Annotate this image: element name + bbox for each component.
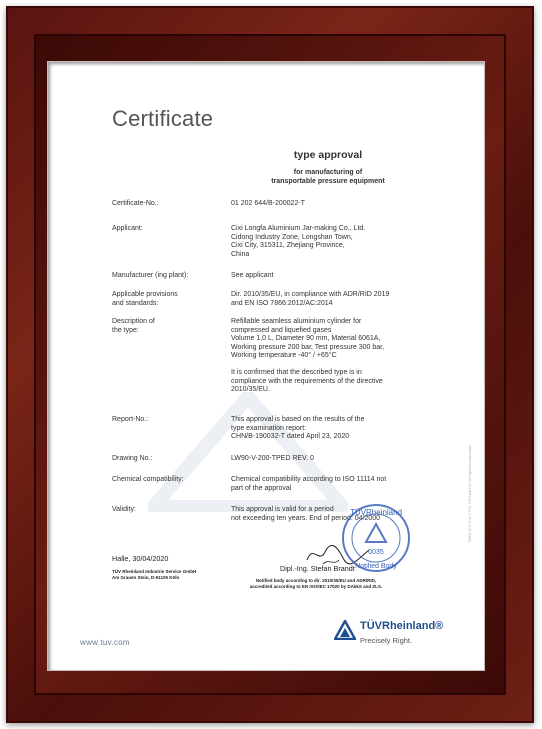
value-certificate-no: 01 202 644/B-200022-T (231, 200, 305, 207)
subheading-line: for manufacturing of (293, 169, 363, 176)
confirm-line: compliance with the requirements of the directive (231, 377, 383, 385)
certificate-title: Certificate (112, 106, 214, 131)
company-address: Am Grauen Stein, D-51105 Köln (112, 575, 180, 580)
label-drawing-no: Drawing No.: (112, 455, 153, 462)
description-line: Working pressure 200 bar, Test pressure 300 bar, (231, 343, 385, 351)
provisions-line: and EN ISO 7866:2012/AC:2014 (231, 299, 333, 307)
label-provisions (112, 291, 222, 308)
description-line: Working temperature -40° / +65°C (231, 352, 337, 360)
description-line: compressed and liquefied gases (231, 326, 332, 334)
report-line: type examination report: (231, 424, 307, 432)
label-validity: Validity: (112, 506, 136, 513)
value-drawing-no: LW90-V-200-TPED REV. 0 (231, 455, 314, 462)
description-line: Volume 1,0 L, Diameter 90 mm, Material 6061A, (231, 335, 381, 343)
certificate-subheading (228, 169, 428, 186)
report-line: This approval is based on the results of the (231, 416, 365, 423)
label-description (112, 318, 222, 335)
website-link: www.tuv.com (80, 638, 130, 647)
applicant-line: Cixi Longfa Aluminium Jar-making Co., Ltd. (231, 225, 366, 232)
description-label-line: the type: (112, 326, 139, 334)
applicant-line: Cixi City, 315311, Zhejiang Province, (231, 242, 345, 250)
stamp-number: 0035 (368, 549, 384, 556)
chemical-line: part of the approval (231, 484, 292, 492)
label-report-no: Report-No.: (112, 416, 149, 423)
label-manufacturer: Manufacturer (ing plant): (112, 272, 189, 279)
label-chemical: Chemical compatibility: (112, 476, 184, 483)
confirm-line: 2010/35/EU. (231, 386, 270, 394)
label-certificate-no: Certificate-No.: (112, 200, 159, 207)
value-chemical (231, 476, 467, 493)
value-provisions (231, 291, 467, 308)
report-line: CHN/B-190032-T dated April 23, 2020 (231, 433, 350, 441)
provisions-label-line: and standards: (112, 299, 159, 307)
place-date: Halle, 30/04/2020 (112, 554, 169, 563)
stamp-text-top: TÜVRheinland (349, 508, 403, 517)
chemical-line: Chemical compatibility according to ISO 11114 not (231, 476, 387, 483)
footer-issuer (112, 554, 196, 581)
value-description (231, 318, 467, 395)
brand-name: TÜVRheinland® (360, 620, 444, 632)
value-manufacturer: See applicant (231, 272, 274, 279)
value-applicant (231, 225, 467, 259)
applicant-line: Cidong Industry Zone, Longshan Town, (231, 233, 353, 241)
validity-line: not exceeding ten years. End of period: 04/2000 (231, 514, 381, 522)
provisions-label-line: Applicable provisions (112, 291, 178, 298)
confirm-line: It is confirmed that the described type is in (231, 368, 362, 376)
certificate-paper (48, 62, 484, 670)
applicant-line: China (231, 250, 250, 258)
value-report-no (231, 416, 467, 442)
description-label-line: Description of (112, 318, 155, 325)
provisions-line: Dir. 2010/35/EU, in compliance with ADR/RID 2019 (231, 291, 390, 298)
notified-body-stamp-icon (340, 502, 412, 574)
signatory-name: Dipl.-Ing. Stefan Brandt (280, 564, 355, 573)
tuv-triangle-icon (334, 620, 356, 640)
tuv-triangle-watermark (148, 392, 348, 512)
description-line: Refillable seamless aluminium cylinder for (231, 318, 362, 325)
validity-line: This approval is valid for a period (231, 506, 334, 513)
stamp-text-bottom: Notified Body (355, 563, 397, 570)
notified-line: Notified body according to dir. 2010/35/EU and ADR/RID, (255, 578, 377, 583)
subheading-line: transportable pressure equipment (271, 177, 385, 185)
trademark-side-text: V0001 10.17 E 44 ® TÜV, TUEV and TUV are registered trademarks. (468, 444, 472, 542)
label-applicant: Applicant: (112, 225, 143, 232)
notified-line: accredited according to EN ISO/IEC 17020 by DAkkS and ZLS. (249, 584, 383, 589)
notified-body-note (216, 578, 416, 590)
company-name: TÜV Rheinland Industrie Service GmbH (112, 569, 197, 574)
brand-slogan: Precisely Right. (360, 636, 413, 645)
certificate-heading: type approval (293, 149, 363, 161)
